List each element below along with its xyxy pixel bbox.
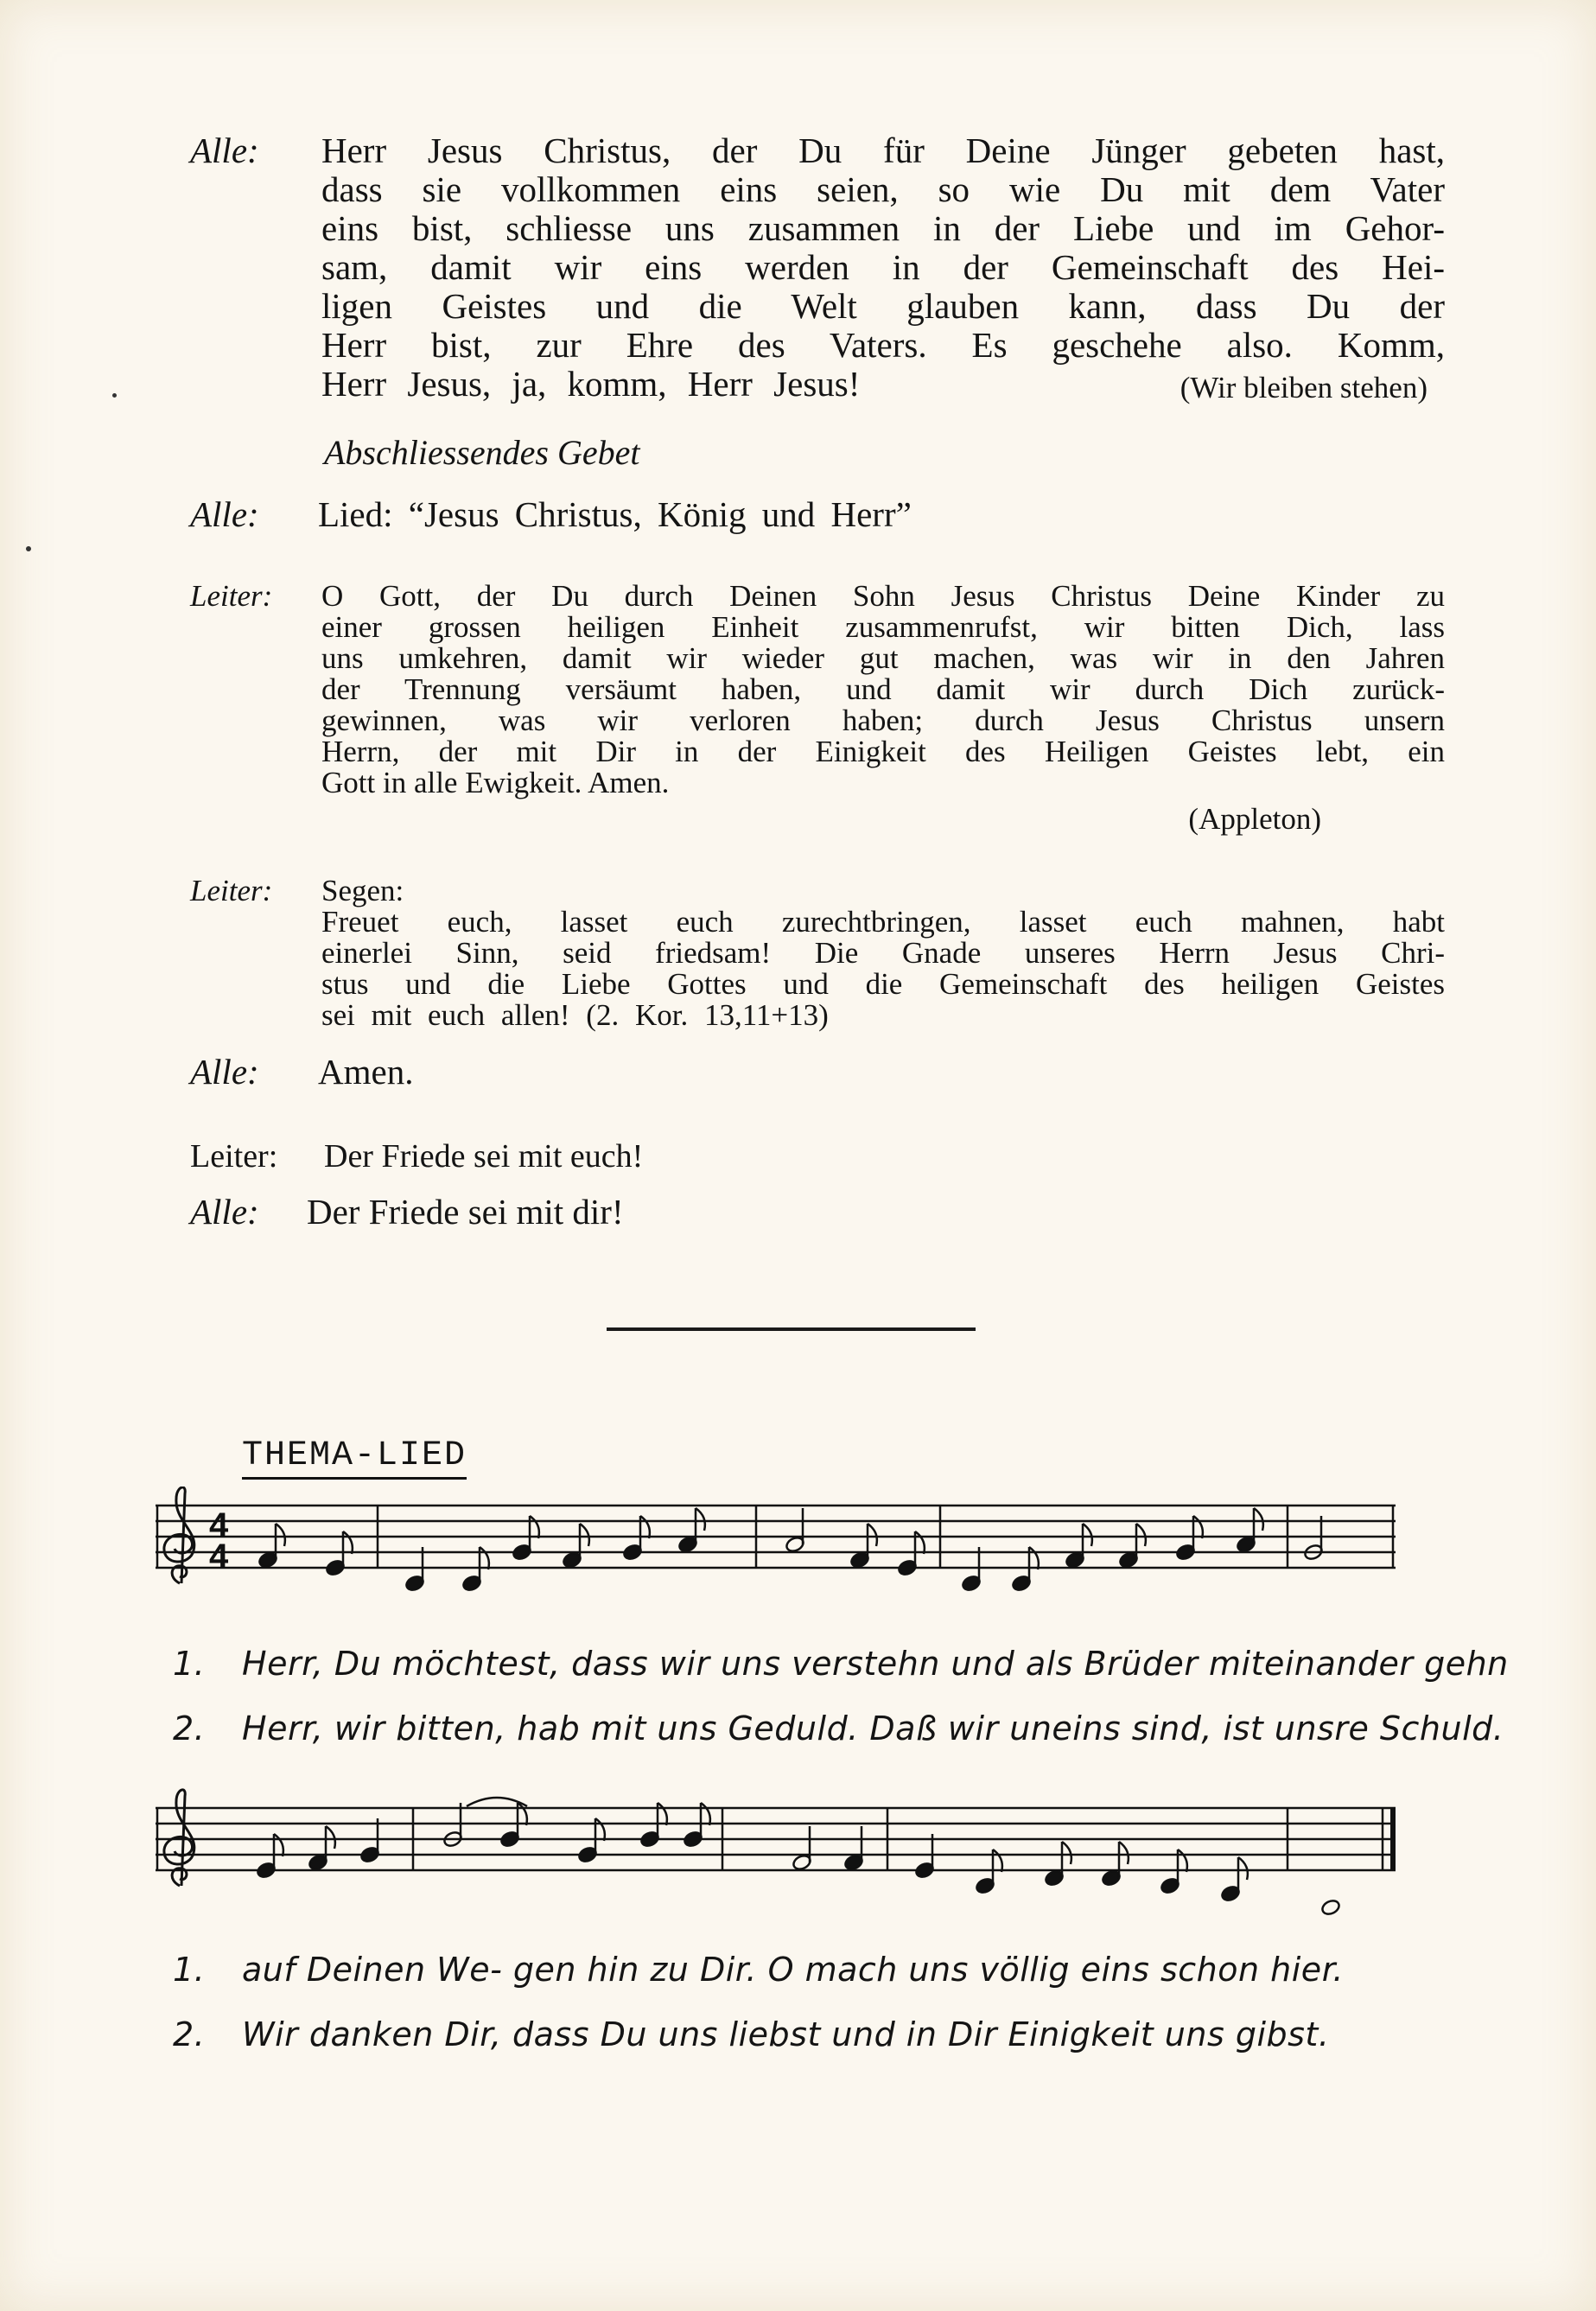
note-flag xyxy=(1083,1524,1092,1546)
prayer-paragraph xyxy=(321,131,1445,404)
note-flag xyxy=(1029,1547,1039,1569)
svg-text:4: 4 xyxy=(209,1506,229,1544)
verse-number: 1. xyxy=(173,1645,206,1683)
lyric-line xyxy=(173,1645,1509,1683)
speaker-label: Leiter: xyxy=(190,874,273,907)
lyric-text: auf Deinen We- gen hin zu Dir. O mach uns völlig eins schon hier. xyxy=(242,1951,1344,1989)
note-flag xyxy=(343,1531,353,1554)
blessing-paragraph xyxy=(321,875,1445,1031)
text-line: Herr Jesus Christus, der Du für Deine Jünger gebeten hast, xyxy=(321,131,1445,170)
note-flag xyxy=(868,1524,877,1546)
lyric-text: Wir danken Dir, dass Du uns liebst und in Dir Einigkeit uns gibst. xyxy=(242,2015,1330,2053)
lyric-line xyxy=(173,2015,1329,2053)
speaker-label: Alle: xyxy=(190,1052,259,1092)
verse-number: 2. xyxy=(173,2015,206,2053)
note-head xyxy=(1320,1898,1341,1916)
song-line: Lied: “Jesus Christus, König und Herr” xyxy=(318,494,912,534)
lyric-text: Herr, wir bitten, hab mit uns Geduld. Daß wir uneins sind, ist unsre Schuld. xyxy=(242,1709,1504,1748)
verse-number: 2. xyxy=(173,1709,206,1748)
text-line: O Gott, der Du durch Deinen Sohn Jesus Christus Deine Kinder zu xyxy=(321,579,1445,613)
note-flag xyxy=(1254,1508,1263,1531)
text-line: stus und die Liebe Gottes und die Gemeinschaft des heiligen Geistes xyxy=(321,967,1445,1001)
note-flag xyxy=(658,1803,667,1825)
note-flag xyxy=(595,1818,605,1841)
note-flag xyxy=(696,1508,705,1531)
note-flag xyxy=(1136,1524,1146,1546)
text-line: einerlei Sinn, seid friedsam! Die Gnade unseres Herrn Jesus Chri- xyxy=(321,936,1445,970)
text-line: einer grossen heiligen Einheit zusammenrufst, wir bitten Dich, lass xyxy=(321,610,1445,644)
text-line: Herrn, der mit Dir in der Einigkeit des Heiligen Geistes lebt, ein xyxy=(321,735,1445,768)
speaker-label: Leiter: xyxy=(190,579,273,613)
note-flag xyxy=(326,1826,335,1849)
note-flag xyxy=(1178,1849,1187,1872)
source-note: (Appleton) xyxy=(1188,802,1321,836)
text-line: sei mit euch allen! (2. Kor. 13,11+13) xyxy=(321,998,829,1032)
section-divider xyxy=(607,1327,976,1331)
note-flag xyxy=(701,1803,710,1825)
response-text: Der Friede sei mit dir! xyxy=(307,1192,624,1232)
text-line: Herr bist, zur Ehre des Vaters. Es geschehe also. Komm, xyxy=(321,325,1445,365)
text-line: Freuet euch, lasset euch zurechtbringen, lasset euch mahnen, habt xyxy=(321,905,1445,939)
text-line: ligen Geistes und die Welt glauben kann, dass Du der xyxy=(321,286,1445,326)
note-flag xyxy=(640,1516,650,1538)
note-flag xyxy=(480,1547,489,1569)
speaker-label: Alle: xyxy=(190,131,259,170)
text-line: der Trennung versäumt haben, und damit wir durch Dich zurück- xyxy=(321,672,1445,706)
note-flag xyxy=(530,1516,539,1538)
speaker-label: Alle: xyxy=(190,494,259,534)
text-line: Gott in alle Ewigkeit. Amen. xyxy=(321,766,670,799)
note-flag xyxy=(1119,1842,1129,1864)
music-staff-1 xyxy=(156,1487,1400,1633)
page-speck xyxy=(112,393,117,398)
note-flag xyxy=(1193,1516,1203,1538)
speaker-label: Leiter: xyxy=(190,1138,278,1175)
page-speck xyxy=(26,546,31,551)
text-line: eins bist, schliesse uns zusammen in der Liebe und im Gehor- xyxy=(321,208,1445,248)
note-flag xyxy=(1238,1857,1248,1880)
text-line: sam, damit wir eins werden in der Gemeinschaft des Hei- xyxy=(321,247,1445,287)
lyric-line xyxy=(173,1709,1504,1748)
section-heading: Abschliessendes Gebet xyxy=(324,433,640,472)
prayer-paragraph xyxy=(321,581,1445,799)
speaker-label: Alle: xyxy=(190,1192,259,1232)
text-line: gewinnen, was wir verloren haben; durch Jesus Christus unsern xyxy=(321,703,1445,737)
svg-text:4: 4 xyxy=(209,1537,229,1576)
note-flag xyxy=(993,1849,1002,1872)
stage-note: (Wir bleiben stehen) xyxy=(1180,371,1427,404)
verse-number: 1. xyxy=(173,1951,206,1989)
lyric-line xyxy=(173,1951,1344,1989)
response-text: Der Friede sei mit euch! xyxy=(324,1138,644,1175)
note-flag xyxy=(274,1834,283,1856)
note-flag xyxy=(580,1524,589,1546)
text-line: dass sie vollkommen eins seien, so wie Du mit dem Vater xyxy=(321,169,1445,209)
note-flag xyxy=(276,1524,285,1546)
note-flag xyxy=(1062,1842,1071,1864)
lyric-text: Herr, Du möchtest, dass wir uns verstehn und als Brüder miteinander gehn xyxy=(242,1645,1509,1683)
note-flag xyxy=(915,1531,925,1554)
text-line: uns umkehren, damit wir wieder gut machen, was wir in den Jahren xyxy=(321,641,1445,675)
text-line: Herr Jesus, ja, komm, Herr Jesus! xyxy=(321,364,861,404)
song-title: THEMA-LIED xyxy=(242,1436,467,1480)
blessing-title: Segen: xyxy=(321,874,404,907)
response-text: Amen. xyxy=(318,1052,414,1092)
music-staff-2 xyxy=(156,1782,1400,1946)
